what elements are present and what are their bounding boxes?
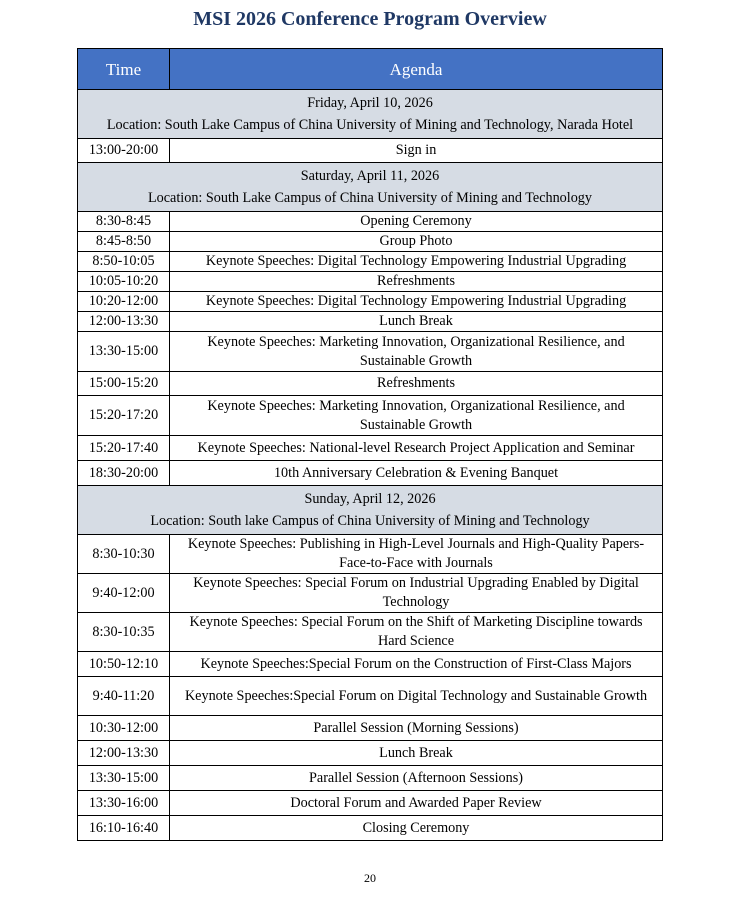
time-cell: 13:00-20:00 bbox=[78, 139, 170, 163]
agenda-cell: Keynote Speeches: Marketing Innovation, Organizational Resilience, and Sustainable Growth bbox=[170, 396, 663, 436]
time-cell: 10:30-12:00 bbox=[78, 716, 170, 741]
day-date: Saturday, April 11, 2026 bbox=[300, 168, 440, 184]
agenda-cell: Doctoral Forum and Awarded Paper Review bbox=[170, 791, 663, 816]
time-cell: 10:05-10:20 bbox=[78, 272, 170, 292]
table-row bbox=[78, 535, 663, 574]
day-cell bbox=[78, 163, 663, 212]
agenda-cell: Keynote Speeches: Special Forum on Industrial Upgrading Enabled by Digital Technology bbox=[170, 574, 663, 613]
time-cell: 16:10-16:40 bbox=[78, 816, 170, 841]
day-cell bbox=[78, 90, 663, 139]
time-cell: 9:40-11:20 bbox=[78, 677, 170, 716]
table-row bbox=[78, 791, 663, 816]
agenda-cell: Keynote Speeches:Special Forum on Digital Technology and Sustainable Growth bbox=[170, 677, 663, 716]
agenda-cell: Keynote Speeches: Special Forum on the Shift of Marketing Discipline towards Hard Science bbox=[170, 613, 663, 652]
time-cell: 13:30-16:00 bbox=[78, 791, 170, 816]
time-cell: 8:30-8:45 bbox=[78, 212, 170, 232]
table-row bbox=[78, 741, 663, 766]
agenda-cell: 10th Anniversary Celebration & Evening Banquet bbox=[170, 461, 663, 486]
day-location: Location: South Lake Campus of China University of Mining and Technology bbox=[147, 190, 592, 206]
agenda-cell: Sign in bbox=[170, 139, 663, 163]
agenda-cell: Lunch Break bbox=[170, 312, 663, 332]
time-cell: 18:30-20:00 bbox=[78, 461, 170, 486]
time-cell: 9:40-12:00 bbox=[78, 574, 170, 613]
agenda-cell: Refreshments bbox=[170, 372, 663, 396]
page-number: 20 bbox=[364, 871, 376, 885]
time-cell: 10:50-12:10 bbox=[78, 652, 170, 677]
day-location: Location: South lake Campus of China University of Mining and Technology bbox=[150, 513, 590, 529]
time-cell: 8:30-10:30 bbox=[78, 535, 170, 574]
table-row bbox=[78, 292, 663, 312]
time-cell: 13:30-15:00 bbox=[78, 766, 170, 791]
table-row bbox=[78, 212, 663, 232]
day-header-friday bbox=[78, 90, 663, 139]
day-location: Location: South Lake Campus of China University of Mining and Technology, Narada Hotel bbox=[106, 117, 634, 133]
table-row bbox=[78, 613, 663, 652]
time-cell: 15:00-15:20 bbox=[78, 372, 170, 396]
agenda-cell: Group Photo bbox=[170, 232, 663, 252]
time-cell: 15:20-17:40 bbox=[78, 436, 170, 461]
agenda-cell: Opening Ceremony bbox=[170, 212, 663, 232]
agenda-cell: Closing Ceremony bbox=[170, 816, 663, 841]
table-row bbox=[78, 436, 663, 461]
day-date: Sunday, April 12, 2026 bbox=[304, 491, 436, 507]
table-row bbox=[78, 716, 663, 741]
agenda-cell: Keynote Speeches:Special Forum on the Construction of First-Class Majors bbox=[170, 652, 663, 677]
time-cell: 13:30-15:00 bbox=[78, 332, 170, 372]
time-cell: 12:00-13:30 bbox=[78, 741, 170, 766]
table-row bbox=[78, 461, 663, 486]
table-row bbox=[78, 312, 663, 332]
program-table bbox=[77, 48, 663, 841]
agenda-cell: Keynote Speeches: Digital Technology Empowering Industrial Upgrading bbox=[170, 292, 663, 312]
day-date: Friday, April 10, 2026 bbox=[307, 95, 433, 111]
header-agenda: Agenda bbox=[170, 49, 663, 90]
table-row bbox=[78, 677, 663, 716]
page-title: MSI 2026 Conference Program Overview bbox=[193, 8, 547, 30]
table-header-row bbox=[78, 49, 663, 90]
table-row bbox=[78, 272, 663, 292]
table-row bbox=[78, 332, 663, 372]
table-row bbox=[78, 574, 663, 613]
table-row bbox=[78, 396, 663, 436]
table-row bbox=[78, 232, 663, 252]
table-row bbox=[78, 766, 663, 791]
time-cell: 12:00-13:30 bbox=[78, 312, 170, 332]
agenda-cell: Keynote Speeches: Digital Technology Empowering Industrial Upgrading bbox=[170, 252, 663, 272]
agenda-cell: Refreshments bbox=[170, 272, 663, 292]
agenda-cell: Keynote Speeches: National-level Research Project Application and Seminar bbox=[170, 436, 663, 461]
day-header-sunday bbox=[78, 486, 663, 535]
time-cell: 15:20-17:20 bbox=[78, 396, 170, 436]
table-row bbox=[78, 139, 663, 163]
day-cell bbox=[78, 486, 663, 535]
table-row bbox=[78, 252, 663, 272]
time-cell: 10:20-12:00 bbox=[78, 292, 170, 312]
time-cell: 8:30-10:35 bbox=[78, 613, 170, 652]
day-header-saturday bbox=[78, 163, 663, 212]
agenda-cell: Keynote Speeches: Publishing in High-Level Journals and High-Quality Papers-Face-to-Face with Journals bbox=[170, 535, 663, 574]
time-cell: 8:45-8:50 bbox=[78, 232, 170, 252]
table-row bbox=[78, 372, 663, 396]
agenda-cell: Lunch Break bbox=[170, 741, 663, 766]
table-row bbox=[78, 816, 663, 841]
agenda-cell: Parallel Session (Morning Sessions) bbox=[170, 716, 663, 741]
table-row bbox=[78, 652, 663, 677]
time-cell: 8:50-10:05 bbox=[78, 252, 170, 272]
header-time: Time bbox=[78, 49, 170, 90]
agenda-cell: Parallel Session (Afternoon Sessions) bbox=[170, 766, 663, 791]
agenda-cell: Keynote Speeches: Marketing Innovation, Organizational Resilience, and Sustainable Growth bbox=[170, 332, 663, 372]
